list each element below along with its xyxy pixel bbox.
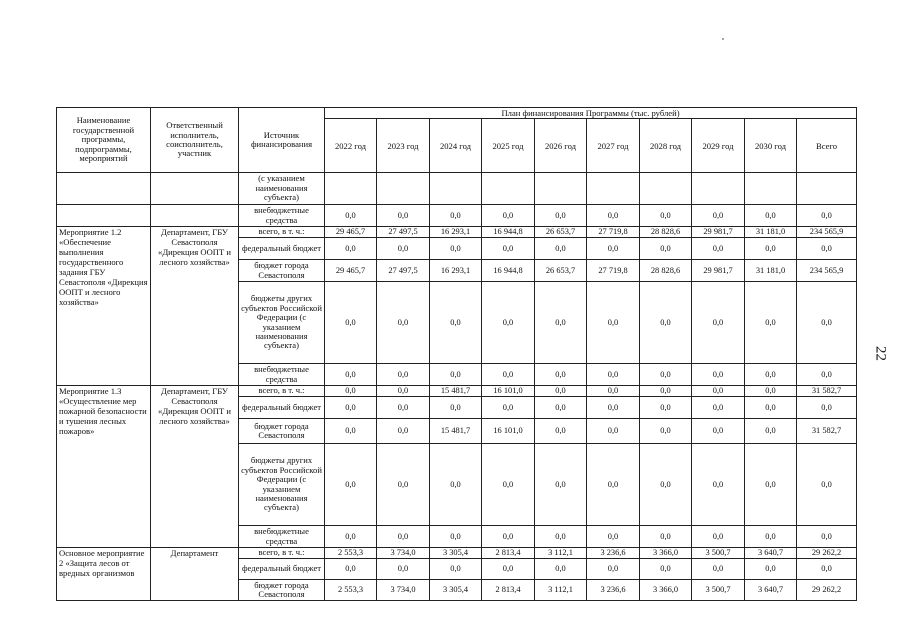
- value-cell: [640, 173, 692, 205]
- value-cell: 0,0: [692, 238, 745, 260]
- source-cell: всего, в т. ч.:: [239, 548, 325, 559]
- value-cell: 31 582,7: [797, 419, 857, 444]
- value-cell: 0,0: [482, 238, 535, 260]
- value-cell: 0,0: [797, 444, 857, 526]
- table-row: [57, 386, 857, 397]
- value-cell: 16 944,8: [482, 260, 535, 282]
- value-cell: 0,0: [430, 364, 482, 386]
- value-cell: 0,0: [587, 205, 640, 227]
- value-cell: 0,0: [587, 238, 640, 260]
- value-cell: 0,0: [745, 419, 797, 444]
- value-cell: 29 465,7: [325, 227, 377, 238]
- value-cell: 0,0: [325, 238, 377, 260]
- table-row: [57, 548, 857, 559]
- source-cell: (с указанием наименования субъекта): [239, 173, 325, 205]
- header-year: 2025 год: [482, 119, 535, 173]
- value-cell: 0,0: [587, 444, 640, 526]
- value-cell: 0,0: [745, 444, 797, 526]
- value-cell: 3 112,1: [535, 580, 587, 601]
- value-cell: 3 734,0: [377, 580, 430, 601]
- value-cell: [482, 173, 535, 205]
- value-cell: 0,0: [745, 386, 797, 397]
- value-cell: 0,0: [640, 364, 692, 386]
- value-cell: 234 565,9: [797, 260, 857, 282]
- value-cell: 0,0: [535, 419, 587, 444]
- value-cell: 16 101,0: [482, 386, 535, 397]
- value-cell: 0,0: [377, 397, 430, 419]
- value-cell: 15 481,7: [430, 419, 482, 444]
- value-cell: 31 181,0: [745, 260, 797, 282]
- value-cell: 0,0: [640, 205, 692, 227]
- value-cell: 0,0: [430, 559, 482, 580]
- header-plan: План финансирования Программы (тыс. рублей): [325, 108, 857, 119]
- value-cell: 3 112,1: [535, 548, 587, 559]
- value-cell: 0,0: [325, 419, 377, 444]
- source-cell: внебюджетные средства: [239, 364, 325, 386]
- value-cell: 0,0: [430, 205, 482, 227]
- value-cell: 28 828,6: [640, 260, 692, 282]
- header-name: Наименование государственной программы, подпрограммы, мероприятий: [57, 108, 151, 173]
- value-cell: 0,0: [587, 559, 640, 580]
- value-cell: 0,0: [377, 419, 430, 444]
- value-cell: 0,0: [797, 282, 857, 364]
- source-cell: внебюджетные средства: [239, 205, 325, 227]
- header-year: 2023 год: [377, 119, 430, 173]
- financing-table: [56, 107, 857, 601]
- header-year: 2030 год: [745, 119, 797, 173]
- value-cell: 26 653,7: [535, 227, 587, 238]
- table-row: [57, 227, 857, 238]
- value-cell: 0,0: [745, 364, 797, 386]
- source-cell: внебюджетные средства: [239, 526, 325, 548]
- value-cell: 0,0: [482, 364, 535, 386]
- value-cell: 0,0: [535, 397, 587, 419]
- value-cell: 0,0: [692, 559, 745, 580]
- source-cell: федеральный бюджет: [239, 238, 325, 260]
- value-cell: 0,0: [640, 238, 692, 260]
- value-cell: 3 305,4: [430, 548, 482, 559]
- value-cell: 0,0: [430, 238, 482, 260]
- value-cell: 0,0: [640, 559, 692, 580]
- value-cell: 0,0: [745, 282, 797, 364]
- value-cell: 0,0: [430, 444, 482, 526]
- value-cell: 0,0: [535, 364, 587, 386]
- value-cell: 27 719,8: [587, 227, 640, 238]
- value-cell: 3 640,7: [745, 580, 797, 601]
- source-cell: бюджеты других субъектов Российской Федерации (с указанием наименования субъекта): [239, 282, 325, 364]
- value-cell: 0,0: [377, 386, 430, 397]
- value-cell: 3 305,4: [430, 580, 482, 601]
- value-cell: 16 944,8: [482, 227, 535, 238]
- source-cell: бюджеты других субъектов Российской Федерации (с указанием наименования субъекта): [239, 444, 325, 526]
- value-cell: 0,0: [797, 205, 857, 227]
- value-cell: 0,0: [482, 282, 535, 364]
- value-cell: 2 813,4: [482, 548, 535, 559]
- value-cell: 27 497,5: [377, 227, 430, 238]
- value-cell: 0,0: [692, 444, 745, 526]
- value-cell: 0,0: [535, 526, 587, 548]
- value-cell: 0,0: [587, 419, 640, 444]
- value-cell: 16 293,1: [430, 260, 482, 282]
- value-cell: 0,0: [640, 419, 692, 444]
- value-cell: 0,0: [587, 397, 640, 419]
- value-cell: 26 653,7: [535, 260, 587, 282]
- value-cell: 0,0: [325, 559, 377, 580]
- value-cell: 27 719,8: [587, 260, 640, 282]
- value-cell: 3 236,6: [587, 548, 640, 559]
- value-cell: 0,0: [482, 397, 535, 419]
- value-cell: 0,0: [377, 364, 430, 386]
- value-cell: 0,0: [535, 386, 587, 397]
- value-cell: 0,0: [325, 282, 377, 364]
- value-cell: 31 582,7: [797, 386, 857, 397]
- value-cell: [587, 173, 640, 205]
- value-cell: 29 465,7: [325, 260, 377, 282]
- source-cell: всего, в т. ч.:: [239, 227, 325, 238]
- header-year: 2024 год: [430, 119, 482, 173]
- value-cell: 0,0: [430, 282, 482, 364]
- value-cell: 234 565,9: [797, 227, 857, 238]
- source-cell: федеральный бюджет: [239, 397, 325, 419]
- program-name: Мероприятие 1.3 «Осуществление мер пожарной безопасности и тушения лесных пожаров»: [57, 386, 151, 548]
- value-cell: 0,0: [482, 559, 535, 580]
- value-cell: 3 236,6: [587, 580, 640, 601]
- value-cell: 0,0: [377, 559, 430, 580]
- value-cell: [797, 173, 857, 205]
- value-cell: 0,0: [692, 526, 745, 548]
- value-cell: 0,0: [797, 364, 857, 386]
- header-year: 2029 год: [692, 119, 745, 173]
- value-cell: 0,0: [587, 364, 640, 386]
- value-cell: 0,0: [797, 559, 857, 580]
- value-cell: 15 481,7: [430, 386, 482, 397]
- source-cell: бюджет города Севастополя: [239, 580, 325, 601]
- value-cell: 0,0: [692, 282, 745, 364]
- header-responsible: Ответственный исполнитель, соисполнитель, участник: [151, 108, 239, 173]
- header-year: 2028 год: [640, 119, 692, 173]
- value-cell: 0,0: [377, 205, 430, 227]
- value-cell: 0,0: [692, 205, 745, 227]
- value-cell: 3 500,7: [692, 580, 745, 601]
- name-cell: [57, 205, 151, 227]
- value-cell: 3 734,0: [377, 548, 430, 559]
- header-source: Источник финансирования: [239, 108, 325, 173]
- value-cell: 0,0: [692, 386, 745, 397]
- responsible-cell: [151, 205, 239, 227]
- responsible-executor: Департамент: [151, 548, 239, 601]
- header-year: 2027 год: [587, 119, 640, 173]
- value-cell: 0,0: [377, 526, 430, 548]
- program-name: Основное мероприятие 2 «Защита лесов от вредных организмов: [57, 548, 151, 601]
- source-cell: всего, в т. ч.:: [239, 386, 325, 397]
- value-cell: 0,0: [377, 238, 430, 260]
- value-cell: 0,0: [587, 282, 640, 364]
- value-cell: 0,0: [692, 419, 745, 444]
- value-cell: 0,0: [325, 526, 377, 548]
- value-cell: 0,0: [377, 282, 430, 364]
- name-cell: [57, 173, 151, 205]
- source-cell: федеральный бюджет: [239, 559, 325, 580]
- value-cell: 0,0: [640, 397, 692, 419]
- value-cell: 0,0: [587, 526, 640, 548]
- value-cell: 0,0: [745, 238, 797, 260]
- value-cell: 0,0: [325, 205, 377, 227]
- value-cell: 3 366,0: [640, 580, 692, 601]
- value-cell: 0,0: [797, 526, 857, 548]
- value-cell: 0,0: [535, 282, 587, 364]
- value-cell: [692, 173, 745, 205]
- header-year: 2026 год: [535, 119, 587, 173]
- value-cell: 0,0: [745, 559, 797, 580]
- value-cell: 0,0: [745, 205, 797, 227]
- value-cell: 0,0: [587, 386, 640, 397]
- value-cell: 0,0: [640, 282, 692, 364]
- value-cell: 29 262,2: [797, 580, 857, 601]
- value-cell: 29 981,7: [692, 227, 745, 238]
- value-cell: 0,0: [430, 397, 482, 419]
- value-cell: 27 497,5: [377, 260, 430, 282]
- value-cell: [325, 173, 377, 205]
- value-cell: 2 553,3: [325, 580, 377, 601]
- value-cell: 3 366,0: [640, 548, 692, 559]
- value-cell: 0,0: [692, 364, 745, 386]
- value-cell: 0,0: [535, 238, 587, 260]
- value-cell: 0,0: [535, 205, 587, 227]
- value-cell: 0,0: [535, 559, 587, 580]
- table-row: [57, 173, 857, 205]
- value-cell: 2 813,4: [482, 580, 535, 601]
- value-cell: 0,0: [535, 444, 587, 526]
- value-cell: 0,0: [325, 364, 377, 386]
- value-cell: [430, 173, 482, 205]
- value-cell: 0,0: [640, 386, 692, 397]
- source-cell: бюджет города Севастополя: [239, 419, 325, 444]
- value-cell: 29 981,7: [692, 260, 745, 282]
- value-cell: 0,0: [797, 238, 857, 260]
- table-row: [57, 205, 857, 227]
- header-year: 2022 год: [325, 119, 377, 173]
- value-cell: 0,0: [325, 444, 377, 526]
- value-cell: 2 553,3: [325, 548, 377, 559]
- value-cell: 3 640,7: [745, 548, 797, 559]
- value-cell: [377, 173, 430, 205]
- value-cell: 0,0: [482, 444, 535, 526]
- value-cell: 0,0: [745, 397, 797, 419]
- value-cell: 0,0: [745, 526, 797, 548]
- source-cell: бюджет города Севастополя: [239, 260, 325, 282]
- page-number: 22: [872, 346, 889, 361]
- value-cell: 16 293,1: [430, 227, 482, 238]
- header-year: Всего: [797, 119, 857, 173]
- value-cell: [535, 173, 587, 205]
- value-cell: 16 101,0: [482, 419, 535, 444]
- value-cell: 31 181,0: [745, 227, 797, 238]
- value-cell: 0,0: [640, 444, 692, 526]
- scan-speck: [722, 38, 724, 40]
- value-cell: [745, 173, 797, 205]
- responsible-executor: Департамент, ГБУ Севастополя «Дирекция ООПТ и лесного хозяйства»: [151, 227, 239, 386]
- value-cell: 0,0: [640, 526, 692, 548]
- responsible-executor: Департамент, ГБУ Севастополя «Дирекция ООПТ и лесного хозяйства»: [151, 386, 239, 548]
- value-cell: 0,0: [430, 526, 482, 548]
- program-name: Мероприятие 1.2 «Обеспечение выполнения государственного задания ГБУ Севастополя «Дирекция ООПТ и лесного хозяйства»: [57, 227, 151, 386]
- value-cell: 0,0: [325, 397, 377, 419]
- responsible-cell: [151, 173, 239, 205]
- value-cell: 0,0: [482, 526, 535, 548]
- value-cell: 0,0: [797, 397, 857, 419]
- value-cell: 0,0: [692, 397, 745, 419]
- value-cell: 0,0: [325, 386, 377, 397]
- value-cell: 0,0: [377, 444, 430, 526]
- value-cell: 3 500,7: [692, 548, 745, 559]
- value-cell: 28 828,6: [640, 227, 692, 238]
- value-cell: 29 262,2: [797, 548, 857, 559]
- value-cell: 0,0: [482, 205, 535, 227]
